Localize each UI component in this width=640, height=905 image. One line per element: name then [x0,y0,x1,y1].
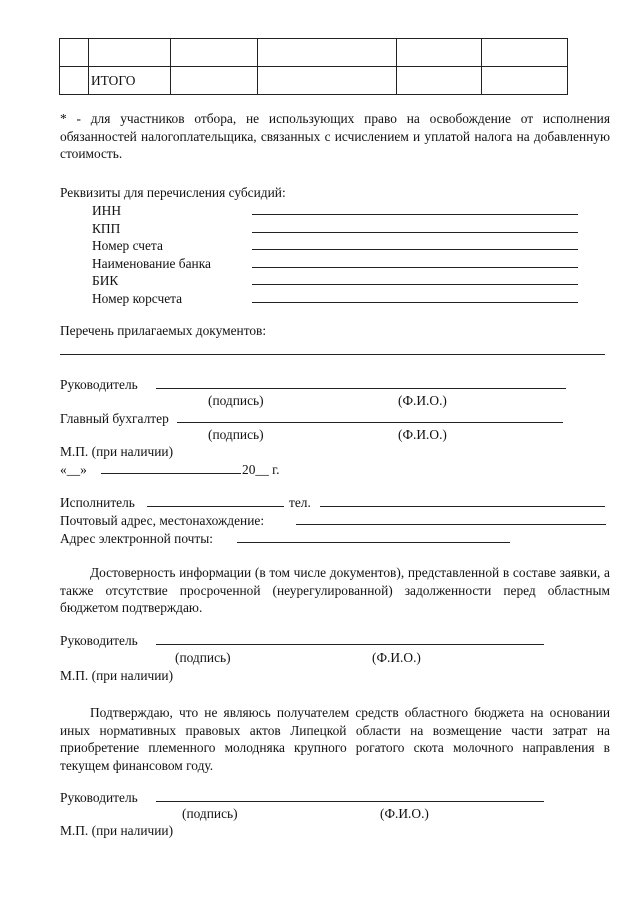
table-cell [258,39,397,67]
head-label: Руководитель [60,633,138,648]
footnote: * - для участников отбора, не использующих право на освобождение от исполнения обязанностей налогоплательщика, связанных с исчислением и уплатой налога на добавленную стоимость. [60,111,610,161]
head-signature-field-3[interactable] [156,801,544,802]
date-month-field[interactable] [101,473,241,474]
stamp-note: М.П. (при наличии) [60,823,174,838]
table-cell [171,39,258,67]
signature-caption: (подпись) [208,393,264,408]
bik-field[interactable] [252,284,578,285]
field-label-corr-account: Номер корсчета [92,291,183,306]
field-label-inn: ИНН [92,203,122,218]
email-label: Адрес электронной почты: [60,531,213,546]
documents-heading: Перечень прилагаемых документов: [60,323,267,338]
name-caption: (Ф.И.О.) [372,650,421,665]
executor-field[interactable] [147,506,284,507]
bank-name-field[interactable] [252,267,578,268]
name-caption: (Ф.И.О.) [398,427,447,442]
phone-label: тел. [289,495,311,510]
table-cell [397,39,482,67]
field-label-bik: БИК [92,273,119,288]
table-row [60,39,568,67]
table-cell [89,39,171,67]
name-caption: (Ф.И.О.) [380,806,429,821]
stamp-note: М.П. (при наличии) [60,668,174,683]
accountant-signature-field[interactable] [177,422,563,423]
total-label: ИТОГО [89,67,171,95]
executor-label: Исполнитель [60,495,135,510]
signature-caption: (подпись) [208,427,264,442]
head-signature-field-2[interactable] [156,644,544,645]
field-label-kpp: КПП [92,221,121,236]
account-field[interactable] [252,249,578,250]
head-label: Руководитель [60,790,138,805]
field-label-bank: Наименование банка [92,256,211,271]
stamp-note: М.П. (при наличии) [60,444,174,459]
email-field[interactable] [237,542,510,543]
address-label: Почтовый адрес, местонахождение: [60,513,265,528]
table-cell [171,67,258,95]
date-day: «__» [60,462,87,477]
table-cell [60,67,89,95]
corr-account-field[interactable] [252,302,578,303]
table-cell [482,39,568,67]
confirm-debt-paragraph: Достоверность информации (в том числе документов), представленной в составе заявки, а также отсутствие просроченной (неурегулированной) задолженности перед областным бюджетом подтверждаю. [60,565,610,615]
documents-field[interactable] [60,354,605,355]
phone-field[interactable] [320,506,605,507]
table-cell [60,39,89,67]
kpp-field[interactable] [252,232,578,233]
accountant-label: Главный бухгалтер [60,411,169,426]
address-field[interactable] [296,524,606,525]
field-label-account: Номер счета [92,238,163,253]
signature-caption: (подпись) [182,806,238,821]
date-year: 20__ г. [242,462,280,477]
table-cell [482,67,568,95]
table-cell [397,67,482,95]
inn-field[interactable] [252,214,578,215]
table-row [60,67,568,95]
signature-caption: (подпись) [175,650,231,665]
head-signature-field[interactable] [156,388,566,389]
name-caption: (Ф.И.О.) [398,393,447,408]
table-cell [258,67,397,95]
confirm-not-recipient-paragraph: Подтверждаю, что не являюсь получателем средств областного бюджета на основании иных нормативных правовых актов Липецкой области на возмещение части затрат на приобретение племенного молодняка крупного рогатого скота молочного направления в текущем финансовом году. [60,705,610,773]
requisites-heading: Реквизиты для перечисления субсидий: [60,185,286,200]
subsidy-table [59,38,568,95]
head-label: Руководитель [60,377,138,392]
